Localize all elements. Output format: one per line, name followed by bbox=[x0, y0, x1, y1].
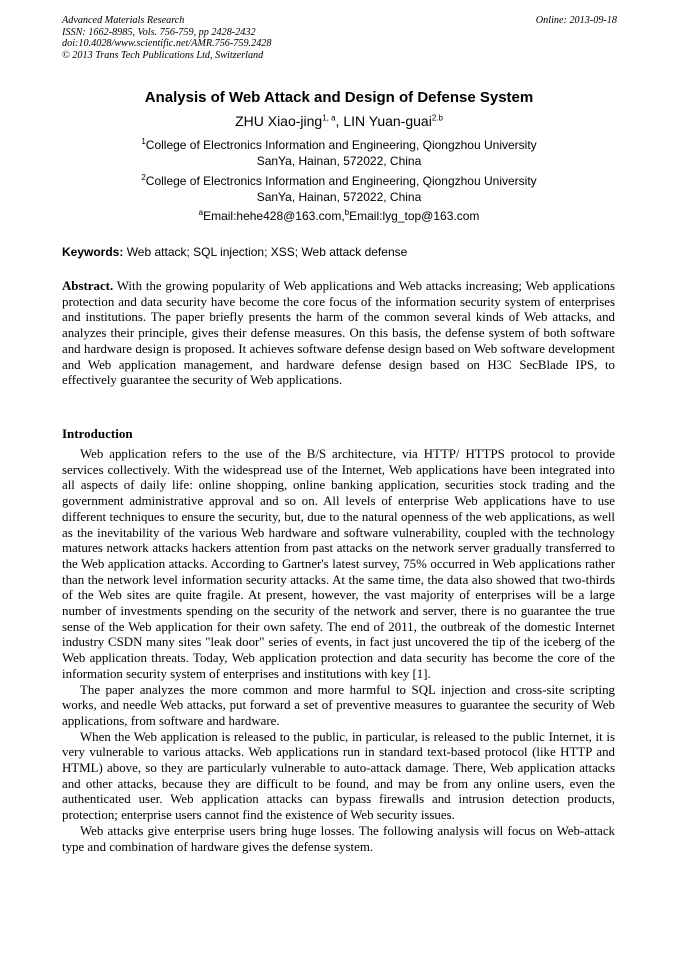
issn-line: ISSN: 1662-8985, Vols. 756-759, pp 2428-2432 bbox=[62, 26, 256, 38]
paragraph: When the Web application is released to the public, in particular, is released to the public Internet, it is very vulnerable to various attacks. Web applications run in standard text-based protocol (like HTTP and HTML) above, so they are particularly vulnerable to auto-attack damage. There, Web application attacks and other attacks, because they are difficult to be found, and may be from any online users, even the authenticated user. Web application attacks can bypass firewalls and intrusion detection products, protection; enterprise users cannot find the existence of Web security issues. bbox=[62, 729, 615, 823]
abstract bbox=[62, 279, 615, 389]
online-date: Online: 2013-09-18 bbox=[535, 15, 617, 26]
abstract-text: With the growing popularity of Web applications and Web attacks increasing; Web applications protection and data security have become the core focus of the information security system of enterprises and institutions. The paper briefly presents the harm of the common several kinds of Web attacks, and analyzes their principle, gives their defense measures. On this basis, the defense system of both software and hardware design is proposed. It achieves software defense design based on Web software development and Web application management, and hardware defense design based on H3C SecBlade IPS, to effectively guarantee the security of Web applications. bbox=[62, 279, 615, 388]
author-1: ZHU Xiao-jing bbox=[235, 113, 323, 129]
email-a[interactable]: Email:hehe428@163.com, bbox=[203, 209, 345, 223]
author-2: LIN Yuan-guai bbox=[343, 113, 432, 129]
keywords bbox=[62, 245, 617, 259]
author-separator: , bbox=[335, 113, 344, 129]
journal-name: Advanced Materials Research bbox=[62, 15, 185, 26]
author-line bbox=[0, 113, 678, 129]
aff2-line2: SanYa, Hainan, 572022, China bbox=[256, 190, 422, 204]
abstract-label: Abstract. bbox=[62, 279, 114, 293]
aff1-line2: SanYa, Hainan, 572022, China bbox=[256, 154, 422, 168]
email-line bbox=[0, 209, 678, 223]
section-heading-introduction: Introduction bbox=[62, 426, 133, 441]
introduction-body bbox=[62, 447, 615, 855]
aff2-line1: College of Electronics Information and Engineering, Qiongzhou University bbox=[145, 174, 537, 188]
doi-line: doi:10.4028/www.scientific.net/AMR.756-759.2428 bbox=[62, 38, 272, 49]
affiliation-2 bbox=[0, 173, 678, 205]
email-b-sup: b bbox=[344, 208, 350, 217]
aff1-line1: College of Electronics Information and Engineering, Qiongzhou University bbox=[145, 138, 537, 152]
aff1-sup: 1 bbox=[141, 137, 146, 146]
paragraph: The paper analyzes the more common and more harmful to SQL injection and cross-site scripting works, and needle Web attacks, put forward a set of preventive measures to guarantee the security of Web applications, from software and hardware. bbox=[62, 682, 615, 728]
author-2-sup: 2.b bbox=[431, 113, 443, 123]
paper-title: Analysis of Web Attack and Design of Defense System bbox=[144, 89, 534, 106]
author-1-sup: 1, a bbox=[322, 113, 336, 123]
journal-header bbox=[62, 15, 617, 61]
paragraph: Web attacks give enterprise users bring huge losses. The following analysis will focus on Web-attack type and combination of hardware gives the defense system. bbox=[62, 823, 615, 854]
keywords-text: Web attack; SQL injection; XSS; Web attack defense bbox=[123, 245, 408, 259]
email-a-sup: a bbox=[198, 208, 204, 217]
email-b[interactable]: Email:lyg_top@163.com bbox=[349, 209, 480, 223]
paragraph: Web application refers to the use of the B/S architecture, via HTTP/ HTTPS protocol to provide services collectively. With the widespread use of the Internet, Web applications have been integrated into all aspects of daily life: online shopping, online banking application, securities stock trading and the government administrative approval and so on. All levels of enterprise Web applications have to use different techniques to ensure the security, but, due to the natural openness of the web applications, as well as the inevitability of the various Web hardware and software vulnerability, coupled with the technology matures network attacks hackers attention from past attacks on the network server gradually transferred to the Web application attacks. According to Gartner's latest survey, 75% occurred in Web applications rather than the network level information security attacks. At the same time, the data also showed that two-thirds of the Web sites are quite fragile. At present, however, the vast majority of enterprises will be a large number of investments spending on the security of the network and server, there is no guarantee the true sense of the Web application for their own safety. The end of 2011, the outbreak of the domestic Internet industry CSDN many sites "leak door" series of events, in fact just uncovered the tip of the iceberg of the Web application threats. Today, Web application protection and data security has become the core of the information security system of enterprises and institutions with key [1]. bbox=[62, 447, 615, 681]
keywords-label: Keywords: bbox=[62, 245, 124, 259]
aff2-sup: 2 bbox=[141, 173, 146, 182]
affiliation-1 bbox=[0, 137, 678, 169]
copyright-line: © 2013 Trans Tech Publications Ltd, Switzerland bbox=[62, 49, 264, 61]
